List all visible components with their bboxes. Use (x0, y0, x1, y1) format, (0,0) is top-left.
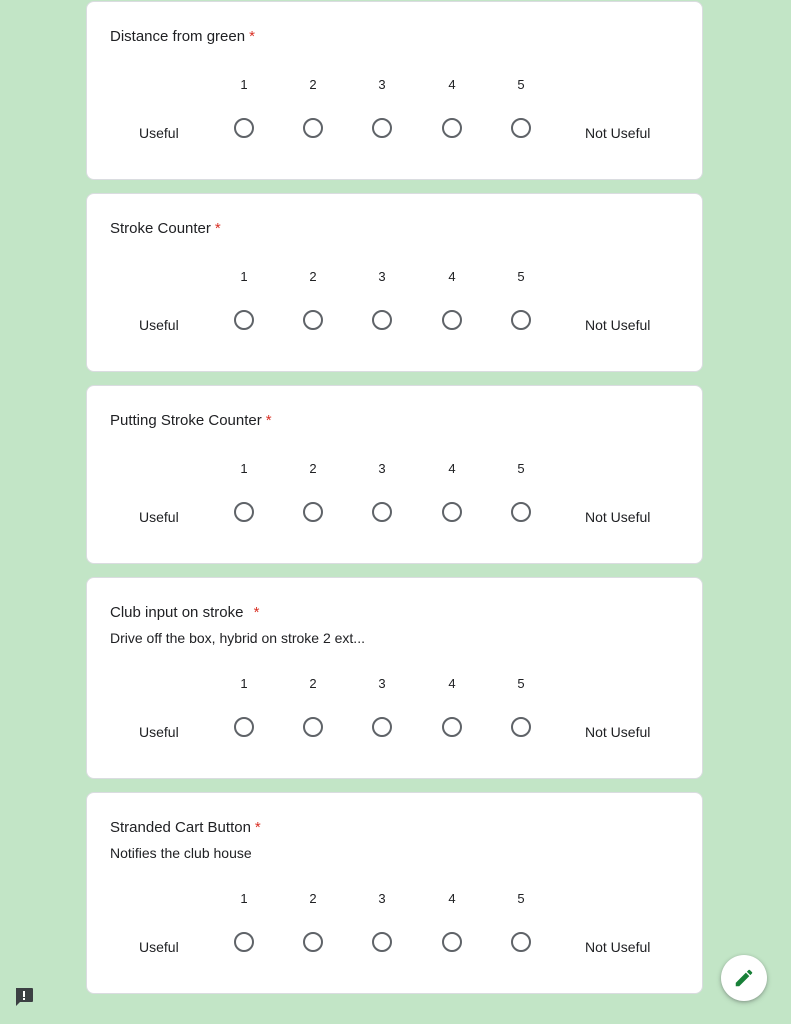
radio-option-4[interactable] (442, 502, 462, 522)
scale-high-label: Not Useful (585, 509, 651, 525)
scale-number-2: 2 (309, 676, 317, 691)
question-title (110, 220, 221, 237)
question-card-stroke-counter (86, 193, 703, 372)
question-card-club-input-on-stroke (86, 577, 703, 779)
required-asterisk: * (254, 819, 261, 836)
required-asterisk: * (253, 604, 260, 621)
radio-option-1[interactable] (234, 717, 254, 737)
question-description: Notifies the club house (110, 845, 252, 861)
scale-number-5: 5 (517, 461, 525, 476)
scale-number-3: 3 (378, 676, 386, 691)
radio-option-1[interactable] (234, 118, 254, 138)
scale-number-4: 4 (448, 269, 456, 284)
scale-low-label: Useful (139, 939, 179, 955)
scale-number-2: 2 (309, 461, 317, 476)
required-asterisk: * (214, 220, 221, 237)
question-description: Drive off the box, hybrid on stroke 2 ext... (110, 630, 365, 646)
scale-high-label: Not Useful (585, 125, 651, 141)
edit-fab-button[interactable] (721, 955, 767, 1001)
radio-option-1[interactable] (234, 310, 254, 330)
scale-high-label: Not Useful (585, 939, 651, 955)
required-asterisk: * (265, 412, 272, 429)
radio-option-3[interactable] (372, 932, 392, 952)
scale-number-5: 5 (517, 891, 525, 906)
question-title (110, 412, 272, 429)
scale-number-2: 2 (309, 891, 317, 906)
question-card-distance-from-green (86, 1, 703, 180)
scale-number-1: 1 (240, 676, 248, 691)
scale-low-label: Useful (139, 509, 179, 525)
radio-option-1[interactable] (234, 932, 254, 952)
radio-option-2[interactable] (303, 310, 323, 330)
scale-number-3: 3 (378, 461, 386, 476)
scale-low-label: Useful (139, 724, 179, 740)
radio-option-3[interactable] (372, 118, 392, 138)
question-title-text: Stroke Counter (110, 220, 211, 237)
question-title (110, 28, 255, 45)
radio-option-5[interactable] (511, 310, 531, 330)
scale-number-4: 4 (448, 461, 456, 476)
question-title-text: Stranded Cart Button (110, 819, 251, 836)
question-title-text: Club input on stroke (110, 604, 248, 621)
scale-number-5: 5 (517, 676, 525, 691)
radio-option-3[interactable] (372, 310, 392, 330)
scale-number-3: 3 (378, 891, 386, 906)
scale-high-label: Not Useful (585, 724, 651, 740)
scale-high-label: Not Useful (585, 317, 651, 333)
radio-option-4[interactable] (442, 932, 462, 952)
scale-number-2: 2 (309, 77, 317, 92)
radio-option-4[interactable] (442, 118, 462, 138)
scale-number-2: 2 (309, 269, 317, 284)
scale-number-5: 5 (517, 269, 525, 284)
radio-option-5[interactable] (511, 118, 531, 138)
radio-option-1[interactable] (234, 502, 254, 522)
scale-number-4: 4 (448, 77, 456, 92)
scale-number-1: 1 (240, 461, 248, 476)
radio-option-5[interactable] (511, 932, 531, 952)
radio-option-2[interactable] (303, 717, 323, 737)
scale-number-4: 4 (448, 676, 456, 691)
radio-option-2[interactable] (303, 932, 323, 952)
required-asterisk: * (249, 28, 255, 45)
question-title (110, 819, 261, 836)
radio-option-2[interactable] (303, 502, 323, 522)
radio-option-5[interactable] (511, 502, 531, 522)
radio-option-4[interactable] (442, 310, 462, 330)
question-card-stranded-cart-button (86, 792, 703, 994)
radio-option-3[interactable] (372, 717, 392, 737)
question-title-text: Putting Stroke Counter (110, 412, 262, 429)
scale-number-1: 1 (240, 269, 248, 284)
scale-number-3: 3 (378, 269, 386, 284)
scale-number-1: 1 (240, 77, 248, 92)
question-card-putting-stroke-counter (86, 385, 703, 564)
scale-number-4: 4 (448, 891, 456, 906)
scale-number-5: 5 (517, 77, 525, 92)
feedback-icon[interactable] (13, 986, 35, 1008)
scale-low-label: Useful (139, 125, 179, 141)
radio-option-3[interactable] (372, 502, 392, 522)
radio-option-5[interactable] (511, 717, 531, 737)
pencil-icon (733, 967, 755, 989)
scale-number-1: 1 (240, 891, 248, 906)
scale-number-3: 3 (378, 77, 386, 92)
question-title-text: Distance from green (110, 28, 246, 45)
scale-low-label: Useful (139, 317, 179, 333)
radio-option-2[interactable] (303, 118, 323, 138)
radio-option-4[interactable] (442, 717, 462, 737)
question-title (110, 604, 259, 621)
